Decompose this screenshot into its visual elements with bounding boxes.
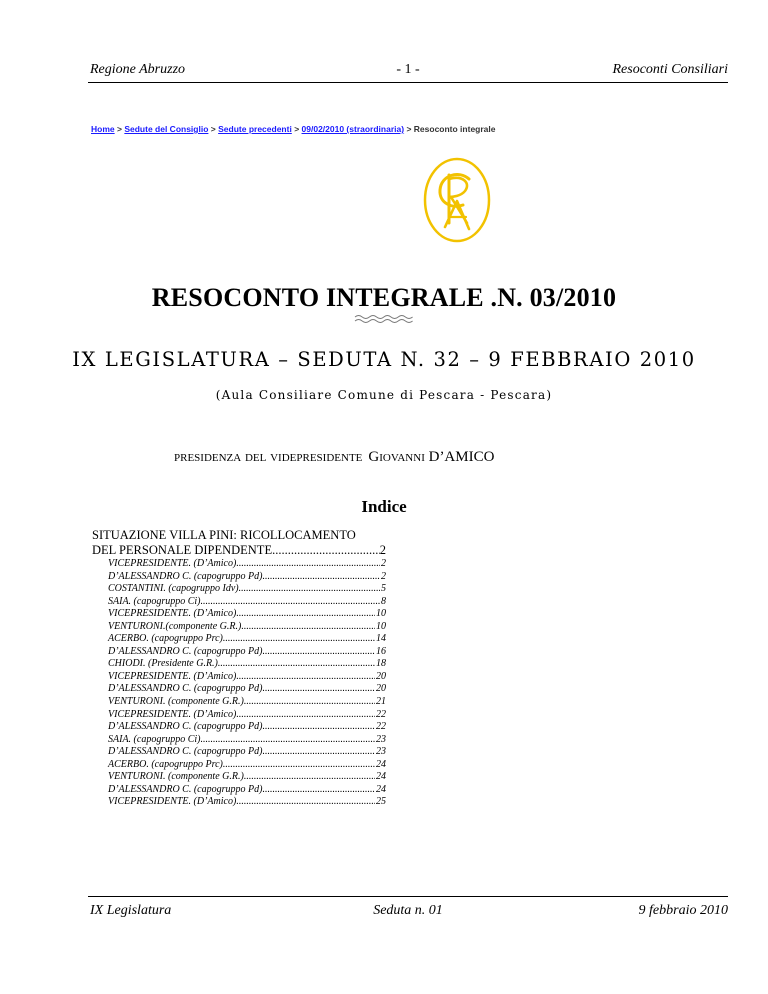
header-page-number: - 1 - [396, 62, 420, 77]
toc-entry-page: 20 [376, 670, 386, 682]
president-last-name: D’AMICO [428, 449, 495, 465]
toc-entry-page: 18 [376, 658, 386, 670]
monogram-cra-logo-icon [423, 157, 491, 243]
toc-entry-speaker: VENTURONI. (componente G.R.) [108, 771, 244, 783]
toc-entry[interactable] [108, 608, 386, 621]
toc-leader-dots [262, 571, 380, 584]
toc-entries [108, 558, 386, 809]
toc-leader-dots [244, 696, 375, 709]
title-ornament [354, 314, 416, 324]
breadcrumb-separator: > [210, 124, 216, 134]
breadcrumb-sedute-link[interactable]: Sedute del Consiglio [124, 124, 209, 134]
toc-entry-page: 10 [376, 620, 386, 632]
toc-entry-page: 8 [381, 595, 386, 607]
toc-entry-speaker: CHIODI. (Presidente G.R.) [108, 658, 218, 670]
toc-entry-speaker: ACERBO. (capogruppo Prc) [108, 633, 223, 645]
toc-entry-page: 14 [376, 633, 386, 645]
presidency-label: presidenza del videpresidente [174, 449, 363, 465]
breadcrumb-precedenti-link[interactable]: Sedute precedenti [218, 124, 292, 134]
toc-entry-speaker: SAIA. (capogruppo Ci) [108, 595, 201, 607]
toc-leader-dots [272, 543, 380, 558]
toc-entry[interactable] [108, 671, 386, 684]
toc-entry[interactable] [108, 734, 386, 747]
toc-entry-speaker: D’ALESSANDRO C. (capogruppo Pd) [108, 783, 263, 795]
toc-entry-speaker: D’ALESSANDRO C. (capogruppo Pd) [108, 570, 263, 582]
toc-entry-page: 23 [376, 746, 386, 758]
toc-entry[interactable] [108, 759, 386, 772]
toc-entry-speaker: VICEPRESIDENTE. (D’Amico) [108, 608, 237, 620]
toc-section-page: 2 [379, 542, 386, 557]
toc-entry-speaker: VICEPRESIDENTE. (D’Amico) [108, 670, 237, 682]
page-header [88, 56, 728, 83]
toc-entry-speaker: COSTANTINI. (capogruppo Idv) [108, 583, 239, 595]
toc-entry-page: 24 [376, 783, 386, 795]
breadcrumb-separator: > [117, 124, 122, 134]
toc-entry[interactable] [108, 696, 386, 709]
toc-leader-dots [239, 583, 380, 596]
toc-leader-dots [262, 746, 375, 759]
toc-leader-dots [262, 784, 375, 797]
toc-entry-page: 5 [381, 583, 386, 595]
toc-entry-speaker: SAIA. (capogruppo Ci) [108, 733, 201, 745]
toc-section-title-line1: SITUAZIONE VILLA PINI: RICOLLOCAMENTO [92, 528, 356, 542]
toc-entry-speaker: VENTURONI. (componente G.R.) [108, 696, 244, 708]
toc-entry-speaker: VICEPRESIDENTE. (D’Amico) [108, 796, 237, 808]
toc-entry[interactable] [108, 646, 386, 659]
breadcrumb-home-link[interactable]: Home [91, 124, 115, 134]
toc-entry[interactable] [108, 596, 386, 609]
toc-entry-speaker: VENTURONI.(componente G.R.) [108, 620, 242, 632]
toc-entry[interactable] [108, 633, 386, 646]
table-of-contents [92, 528, 386, 809]
toc-section[interactable] [92, 528, 386, 557]
breadcrumb-current: Resoconto integrale [413, 124, 496, 134]
toc-entry[interactable] [108, 571, 386, 584]
document-title: RESOCONTO INTEGRALE .N. 03/2010 [151, 283, 617, 312]
presidency-line [174, 449, 494, 466]
toc-entry[interactable] [108, 746, 386, 759]
toc-entry[interactable] [108, 721, 386, 734]
toc-entry[interactable] [108, 796, 386, 809]
toc-entry-page: 2 [381, 570, 386, 582]
breadcrumb-separator: > [294, 124, 300, 134]
toc-leader-dots [201, 734, 376, 747]
toc-entry-speaker: ACERBO. (capogruppo Prc) [108, 758, 223, 770]
toc-entry-page: 24 [376, 758, 386, 770]
toc-entry-speaker: VICEPRESIDENTE. (D’Amico) [108, 708, 237, 720]
toc-leader-dots [262, 721, 375, 734]
president-first-name: Giovanni [368, 449, 425, 465]
toc-entry[interactable] [108, 558, 386, 571]
toc-entry[interactable] [108, 621, 386, 634]
toc-section-title-line2: DEL PERSONALE DIPENDENTE [92, 542, 273, 557]
toc-entry-speaker: VICEPRESIDENTE. (D’Amico) [108, 558, 237, 569]
breadcrumb-session-link[interactable]: 09/02/2010 (straordinaria) [301, 124, 405, 134]
toc-leader-dots [223, 759, 375, 772]
toc-entry-page: 21 [376, 696, 386, 708]
breadcrumb [91, 124, 496, 134]
toc-entry-speaker: D’ALESSANDRO C. (capogruppo Pd) [108, 746, 263, 758]
toc-entry-page: 16 [376, 645, 386, 657]
header-region: Regione Abruzzo [90, 62, 186, 77]
toc-leader-dots [236, 558, 380, 571]
toc-entry[interactable] [108, 683, 386, 696]
session-location: (Aula Consiliare Comune di Pescara - Pescara) [215, 388, 553, 402]
toc-leader-dots [236, 796, 375, 809]
page-footer [88, 896, 728, 923]
toc-leader-dots [262, 683, 375, 696]
toc-leader-dots [236, 608, 375, 621]
toc-leader-dots [241, 621, 375, 634]
toc-leader-dots [244, 771, 375, 784]
toc-entry-page: 24 [376, 771, 386, 783]
toc-leader-dots [218, 658, 375, 671]
toc-entry-speaker: D’ALESSANDRO C. (capogruppo Pd) [108, 645, 263, 657]
toc-entry-page: 22 [376, 721, 386, 733]
legislatura-title: IX LEGISLATURA – SEDUTA N. 32 – 9 FEBBRAIO 2010 [72, 348, 696, 371]
toc-entry-page: 2 [381, 558, 386, 569]
toc-leader-dots [201, 596, 381, 609]
toc-entry-page: 10 [376, 608, 386, 620]
header-publication: Resoconti Consiliari [612, 62, 728, 77]
breadcrumb-separator: > [406, 124, 412, 134]
toc-entry[interactable] [108, 771, 386, 784]
toc-leader-dots [236, 671, 375, 684]
toc-leader-dots [223, 633, 375, 646]
toc-leader-dots [236, 709, 375, 722]
toc-entry-page: 20 [376, 683, 386, 695]
footer-legislatura: IX Legislatura [90, 903, 172, 918]
toc-entry-speaker: D’ALESSANDRO C. (capogruppo Pd) [108, 721, 263, 733]
toc-entry-page: 23 [376, 733, 386, 745]
footer-session: Seduta n. 01 [373, 903, 443, 918]
toc-entry[interactable] [108, 583, 386, 596]
toc-entry-speaker: D’ALESSANDRO C. (capogruppo Pd) [108, 683, 263, 695]
toc-entry[interactable] [108, 658, 386, 671]
index-heading: Indice [361, 497, 407, 516]
toc-entry-page: 22 [376, 708, 386, 720]
toc-entry[interactable] [108, 709, 386, 722]
toc-leader-dots [262, 646, 375, 659]
footer-date: 9 febbraio 2010 [638, 903, 728, 918]
toc-entry-page: 25 [376, 796, 386, 808]
toc-entry[interactable] [108, 784, 386, 797]
